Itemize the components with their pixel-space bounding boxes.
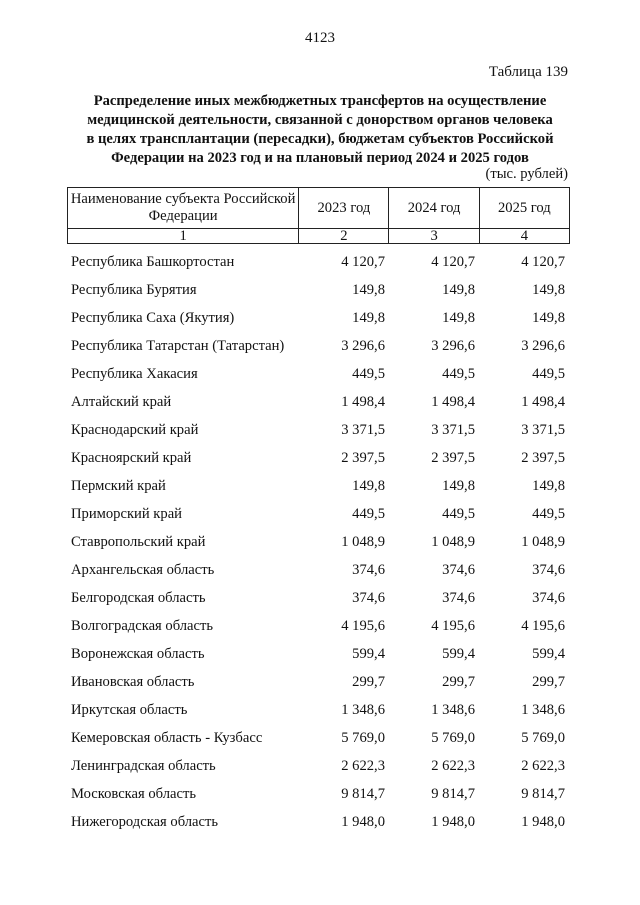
value-2023-cell: 1 498,4	[341, 393, 385, 410]
title-line: медицинской деятельности, связанной с донорством органов человека	[87, 112, 553, 128]
table-row	[67, 472, 570, 500]
value-2023-cell: 3 371,5	[341, 421, 385, 438]
table-row	[67, 528, 570, 556]
table-row	[67, 752, 570, 780]
value-2023-cell: 1 048,9	[341, 533, 385, 550]
value-2025-cell: 149,8	[532, 281, 565, 298]
value-2023-cell: 9 814,7	[341, 785, 385, 802]
value-2023-cell: 599,4	[352, 645, 385, 662]
header-2025: 2025 год	[479, 188, 569, 229]
region-name-cell: Белгородская область	[71, 589, 206, 606]
value-2024-cell: 1 048,9	[431, 533, 475, 550]
value-2023-cell: 1 348,6	[341, 701, 385, 718]
value-2025-cell: 299,7	[532, 673, 565, 690]
value-2023-cell: 1 948,0	[341, 813, 385, 830]
table-body	[67, 248, 570, 836]
value-2024-cell: 449,5	[442, 365, 475, 382]
table-title	[70, 92, 570, 168]
value-2025-cell: 1 348,6	[521, 701, 565, 718]
region-name-cell: Республика Саха (Якутия)	[71, 309, 235, 326]
table-row	[67, 780, 570, 808]
value-2023-cell: 3 296,6	[341, 337, 385, 354]
value-2025-cell: 599,4	[532, 645, 565, 662]
value-2024-cell: 3 296,6	[431, 337, 475, 354]
region-name-cell: Архангельская область	[71, 561, 215, 578]
value-2025-cell: 449,5	[532, 365, 565, 382]
value-2024-cell: 2 622,3	[431, 757, 475, 774]
table-row	[67, 612, 570, 640]
value-2025-cell: 3 371,5	[521, 421, 565, 438]
value-2023-cell: 449,5	[352, 505, 385, 522]
table-row	[67, 388, 570, 416]
header-num-2: 2	[299, 229, 389, 244]
value-2024-cell: 4 120,7	[431, 253, 475, 270]
table-row	[67, 304, 570, 332]
page-number: 4123	[305, 30, 335, 46]
header-region-name: Наименование субъекта Российской Федерации	[68, 188, 299, 229]
value-2025-cell: 374,6	[532, 589, 565, 606]
header-2024: 2024 год	[389, 188, 479, 229]
value-2025-cell: 1 498,4	[521, 393, 565, 410]
region-name-cell: Иркутская область	[71, 701, 188, 718]
table-label: Таблица 139	[488, 64, 568, 80]
value-2024-cell: 9 814,7	[431, 785, 475, 802]
value-2025-cell: 1 048,9	[521, 533, 565, 550]
value-2025-cell: 3 296,6	[521, 337, 565, 354]
region-name-cell: Алтайский край	[71, 393, 172, 410]
table-row	[67, 668, 570, 696]
table-row	[67, 640, 570, 668]
value-2023-cell: 374,6	[352, 561, 385, 578]
title-line: Федерации на 2023 год и на плановый период 2024 и 2025 годов	[111, 150, 529, 166]
value-2024-cell: 1 498,4	[431, 393, 475, 410]
value-2024-cell: 3 371,5	[431, 421, 475, 438]
header-2023: 2023 год	[299, 188, 389, 229]
value-2023-cell: 299,7	[352, 673, 385, 690]
region-name-cell: Нижегородская область	[71, 813, 219, 830]
region-name-cell: Кемеровская область - Кузбасс	[71, 729, 263, 746]
value-2024-cell: 599,4	[442, 645, 475, 662]
region-name-cell: Краснодарский край	[71, 421, 199, 438]
title-line: Распределение иных межбюджетных трансфертов на осуществление	[93, 93, 547, 109]
region-name-cell: Ленинградская область	[71, 757, 216, 774]
header-num-4: 4	[479, 229, 569, 244]
value-2024-cell: 374,6	[442, 561, 475, 578]
value-2025-cell: 149,8	[532, 309, 565, 326]
value-2024-cell: 149,8	[442, 309, 475, 326]
table-row	[67, 416, 570, 444]
value-2025-cell: 9 814,7	[521, 785, 565, 802]
value-2023-cell: 149,8	[352, 309, 385, 326]
value-2024-cell: 149,8	[442, 281, 475, 298]
table-row	[67, 500, 570, 528]
value-2023-cell: 4 120,7	[341, 253, 385, 270]
region-name-cell: Московская область	[71, 785, 197, 802]
region-name-cell: Приморский край	[71, 505, 182, 522]
value-2023-cell: 5 769,0	[341, 729, 385, 746]
table-row	[67, 360, 570, 388]
value-2024-cell: 5 769,0	[431, 729, 475, 746]
value-2025-cell: 1 948,0	[521, 813, 565, 830]
value-2025-cell: 4 120,7	[521, 253, 565, 270]
region-name-cell: Республика Хакасия	[71, 365, 198, 382]
value-2024-cell: 4 195,6	[431, 617, 475, 634]
table-row	[67, 696, 570, 724]
value-2023-cell: 374,6	[352, 589, 385, 606]
region-name-cell: Ивановская область	[71, 673, 195, 690]
value-2024-cell: 1 948,0	[431, 813, 475, 830]
value-2023-cell: 449,5	[352, 365, 385, 382]
region-name-cell: Волгоградская область	[71, 617, 214, 634]
value-2024-cell: 2 397,5	[431, 449, 475, 466]
value-2025-cell: 449,5	[532, 505, 565, 522]
value-2024-cell: 149,8	[442, 477, 475, 494]
value-2023-cell: 2 622,3	[341, 757, 385, 774]
region-name-cell: Красноярский край	[71, 449, 192, 466]
value-2025-cell: 4 195,6	[521, 617, 565, 634]
table-row	[67, 556, 570, 584]
value-2025-cell: 374,6	[532, 561, 565, 578]
region-name-cell: Ставропольский край	[71, 533, 206, 550]
region-name-cell: Республика Башкортостан	[71, 253, 235, 270]
value-2024-cell: 1 348,6	[431, 701, 475, 718]
title-line: в целях трансплантации (пересадки), бюджетам субъектов Российской	[86, 131, 554, 147]
units-label: (тыс. рублей)	[485, 166, 568, 182]
table-row	[67, 724, 570, 752]
value-2024-cell: 374,6	[442, 589, 475, 606]
value-2024-cell: 299,7	[442, 673, 475, 690]
value-2025-cell: 149,8	[532, 477, 565, 494]
header-num-3: 3	[389, 229, 479, 244]
value-2023-cell: 2 397,5	[341, 449, 385, 466]
header-num-1: 1	[68, 229, 299, 244]
table-row	[67, 808, 570, 836]
table-row	[67, 444, 570, 472]
table-header	[67, 187, 570, 244]
region-name-cell: Республика Бурятия	[71, 281, 197, 298]
table-row	[67, 248, 570, 276]
region-name-cell: Пермский край	[71, 477, 166, 494]
table-row	[67, 332, 570, 360]
value-2025-cell: 2 397,5	[521, 449, 565, 466]
value-2024-cell: 449,5	[442, 505, 475, 522]
region-name-cell: Республика Татарстан (Татарстан)	[71, 337, 285, 354]
value-2025-cell: 5 769,0	[521, 729, 565, 746]
value-2025-cell: 2 622,3	[521, 757, 565, 774]
table-row	[67, 276, 570, 304]
value-2023-cell: 4 195,6	[341, 617, 385, 634]
region-name-cell: Воронежская область	[71, 645, 205, 662]
value-2023-cell: 149,8	[352, 477, 385, 494]
table-row	[67, 584, 570, 612]
value-2023-cell: 149,8	[352, 281, 385, 298]
